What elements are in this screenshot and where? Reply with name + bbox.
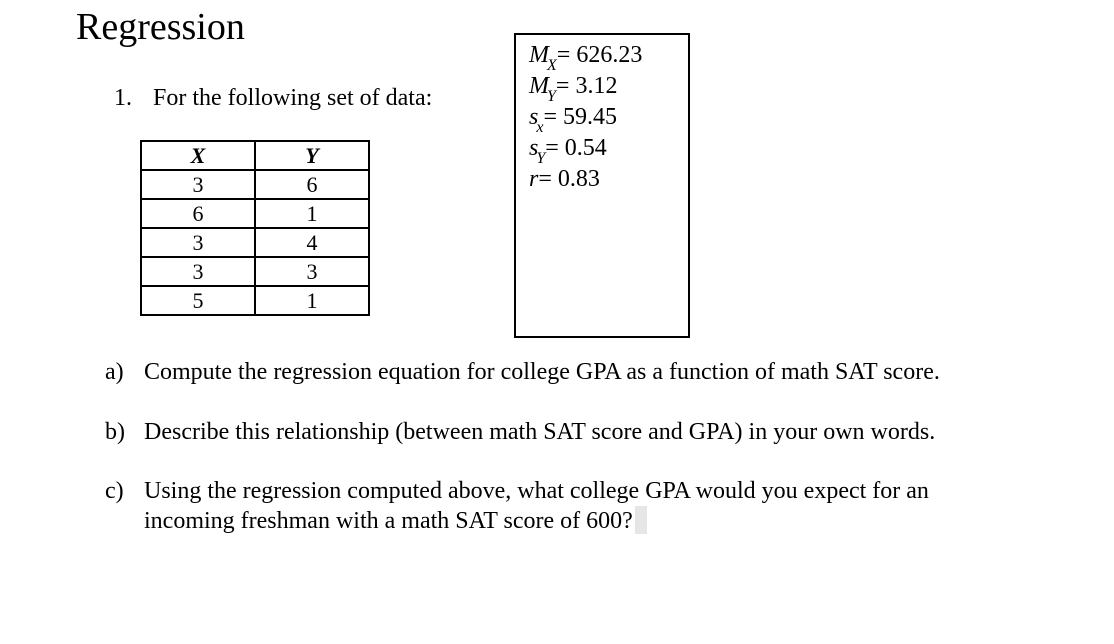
text-cursor-highlight[interactable]	[635, 506, 647, 534]
column-header-x: X	[141, 141, 255, 170]
table-cell-x: 5	[141, 286, 255, 315]
table-row	[141, 286, 369, 315]
stat-mean-y: $M_Y= 3.12$	[529, 73, 618, 105]
summary-stats-box	[514, 33, 690, 338]
part-c-text-line-2: incoming freshman with a math SAT score of 600?	[144, 506, 647, 536]
part-a-text: Compute the regression equation for college GPA as a function of math SAT score.	[144, 359, 940, 385]
table-cell-y: 1	[255, 199, 369, 228]
part-c-text-line-1: Using the regression computed above, what college GPA would you expect for an	[144, 478, 929, 504]
part-b-text: Describe this relationship (between math SAT score and GPA) in your own words.	[144, 419, 936, 445]
question-text: For the following set of data:	[153, 85, 433, 111]
stat-sd-y: $s_Y= 0.54$	[529, 135, 607, 167]
table-row	[141, 170, 369, 199]
table-row	[141, 199, 369, 228]
table-header-row	[141, 141, 369, 170]
data-table	[140, 140, 370, 316]
stat-correlation: r= 0.83	[529, 166, 600, 192]
column-header-y: Y	[255, 141, 369, 170]
table-row	[141, 228, 369, 257]
table-cell-x: 3	[141, 228, 255, 257]
question-number: 1.	[114, 85, 132, 111]
stat-sd-x: $s_x= 59.45$	[529, 104, 617, 136]
part-a-letter: a)	[105, 359, 124, 385]
table-cell-y: 6	[255, 170, 369, 199]
table-cell-y: 4	[255, 228, 369, 257]
table-cell-x: 3	[141, 257, 255, 286]
page-title: Regression	[76, 6, 245, 48]
table-cell-y: 1	[255, 286, 369, 315]
table-cell-x: 3	[141, 170, 255, 199]
part-b-letter: b)	[105, 419, 125, 445]
stat-mean-x: $M_X= 626.23$	[529, 42, 643, 74]
table-cell-y: 3	[255, 257, 369, 286]
table-row	[141, 257, 369, 286]
table-cell-x: 6	[141, 199, 255, 228]
part-c-letter: c)	[105, 478, 124, 504]
